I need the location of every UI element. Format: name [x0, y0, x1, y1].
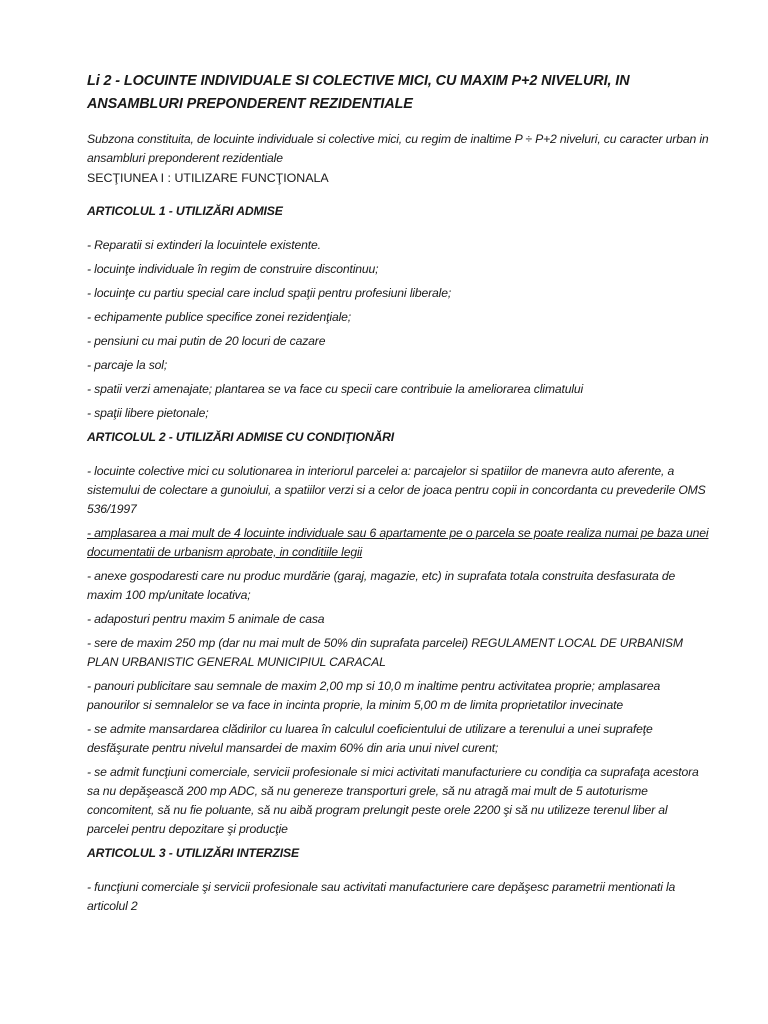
article-2-item: - panouri publicitare sau semnale de maxim 2,00 mp si 10,0 m inaltime pentru activitatea proprie; amplasarea panourilor si semnalelor se va face in incinta proprie, la minim 5,00 m de limita proprietatilor invecinate — [87, 679, 661, 712]
article-1-item: - echipamente publice specifice zonei rezidenţiale; — [87, 310, 352, 324]
section-title: SECŢIUNEA I : UTILIZARE FUNCŢIONALA — [87, 171, 329, 185]
article-2-item: - sere de maxim 250 mp (dar nu mai mult de 50% din suprafata parcelei) REGULAMENT LOCAL DE URBANISM PLAN URBANISTIC GENERAL MUNICIPIUL CARACAL — [87, 636, 683, 669]
article-1-item: - locuinţe individuale în regim de construire discontinuu; — [87, 262, 379, 276]
article-1-item: - locuinţe cu partiu special care includ spaţii pentru profesiuni liberale; — [87, 286, 452, 300]
article-2-item: - se admite mansardarea clădirilor cu luarea în calculul coeficientului de utilizare a terenului a unei suprafeţe desfăşurate pentru nivelul mansardei de maxim 60% din aria unui nivel curent; — [87, 722, 653, 755]
article-2-item: - se admit funcţiuni comerciale, servicii profesionale si mici activitati manufacturiere cu condiţia ca suprafaţa acestora sa nu depăşească 200 mp ADC, să nu genereze transporturi grele, să nu atragă mai mult de 5 autoturisme concomitent, să nu fie poluante, să nu aibă program prelungit peste orele 2200 şi să nu utilizeze terenul liber al parcelei pentru depozitare şi producţie — [87, 765, 699, 836]
document-page — [87, 70, 712, 921]
article-1-item: - spatii verzi amenajate; plantarea se va face cu specii care contribuie la ameliorarea climatului — [87, 382, 584, 396]
article-1-item: - spaţii libere pietonale; — [87, 406, 209, 420]
article-2-item: - locuinte colective mici cu solutionarea in interiorul parcelei a: parcajelor si spatiilor de manevra auto aferente, a sistemului de colectare a gunoiului, a spatiilor verzi si a celor de joaca pentru copii in concordanta cu prevederile OMS 536/1997 — [87, 464, 706, 516]
article-3-item: - funcţiuni comerciale şi servicii profesionale sau activitati manufacturiere care depăşesc parametrii mentionati la articolul 2 — [87, 880, 676, 913]
article-3-title: ARTICOLUL 3 - UTILIZĂRI INTERZISE — [87, 846, 299, 860]
intro-paragraph: Subzona constituita, de locuinte individuale si colective mici, cu regim de inaltime P ÷ P+2 niveluri, cu caracter urban in ansambluri preponderent rezidentiale — [87, 132, 709, 165]
page-title: Li 2 - LOCUINTE INDIVIDUALE SI COLECTIVE MICI, CU MAXIM P+2 NIVELURI, IN ANSAMBLURI PREPONDERENT REZIDENTIALE — [87, 73, 630, 112]
article-2-item-underlined: - amplasarea a mai mult de 4 locuinte individuale sau 6 apartamente pe o parcela se poate realiza numai pe baza unei documentatii de urbanism aprobate, in conditiile legii — [87, 526, 709, 559]
article-1-item: - parcaje la sol; — [87, 358, 168, 372]
article-2-title: ARTICOLUL 2 - UTILIZĂRI ADMISE CU CONDIŢIONĂRI — [87, 430, 395, 444]
article-1-item: - Reparatii si extinderi la locuintele existente. — [87, 238, 321, 252]
article-2-item: - adaposturi pentru maxim 5 animale de casa — [87, 612, 325, 626]
article-1-title: ARTICOLUL 1 - UTILIZĂRI ADMISE — [87, 204, 283, 218]
article-2-item: - anexe gospodaresti care nu produc murdărie (garaj, magazie, etc) in suprafata totala construita desfasurata de maxim 100 mp/unitate locativa; — [87, 569, 676, 602]
article-1-item: - pensiuni cu mai putin de 20 locuri de cazare — [87, 334, 326, 348]
